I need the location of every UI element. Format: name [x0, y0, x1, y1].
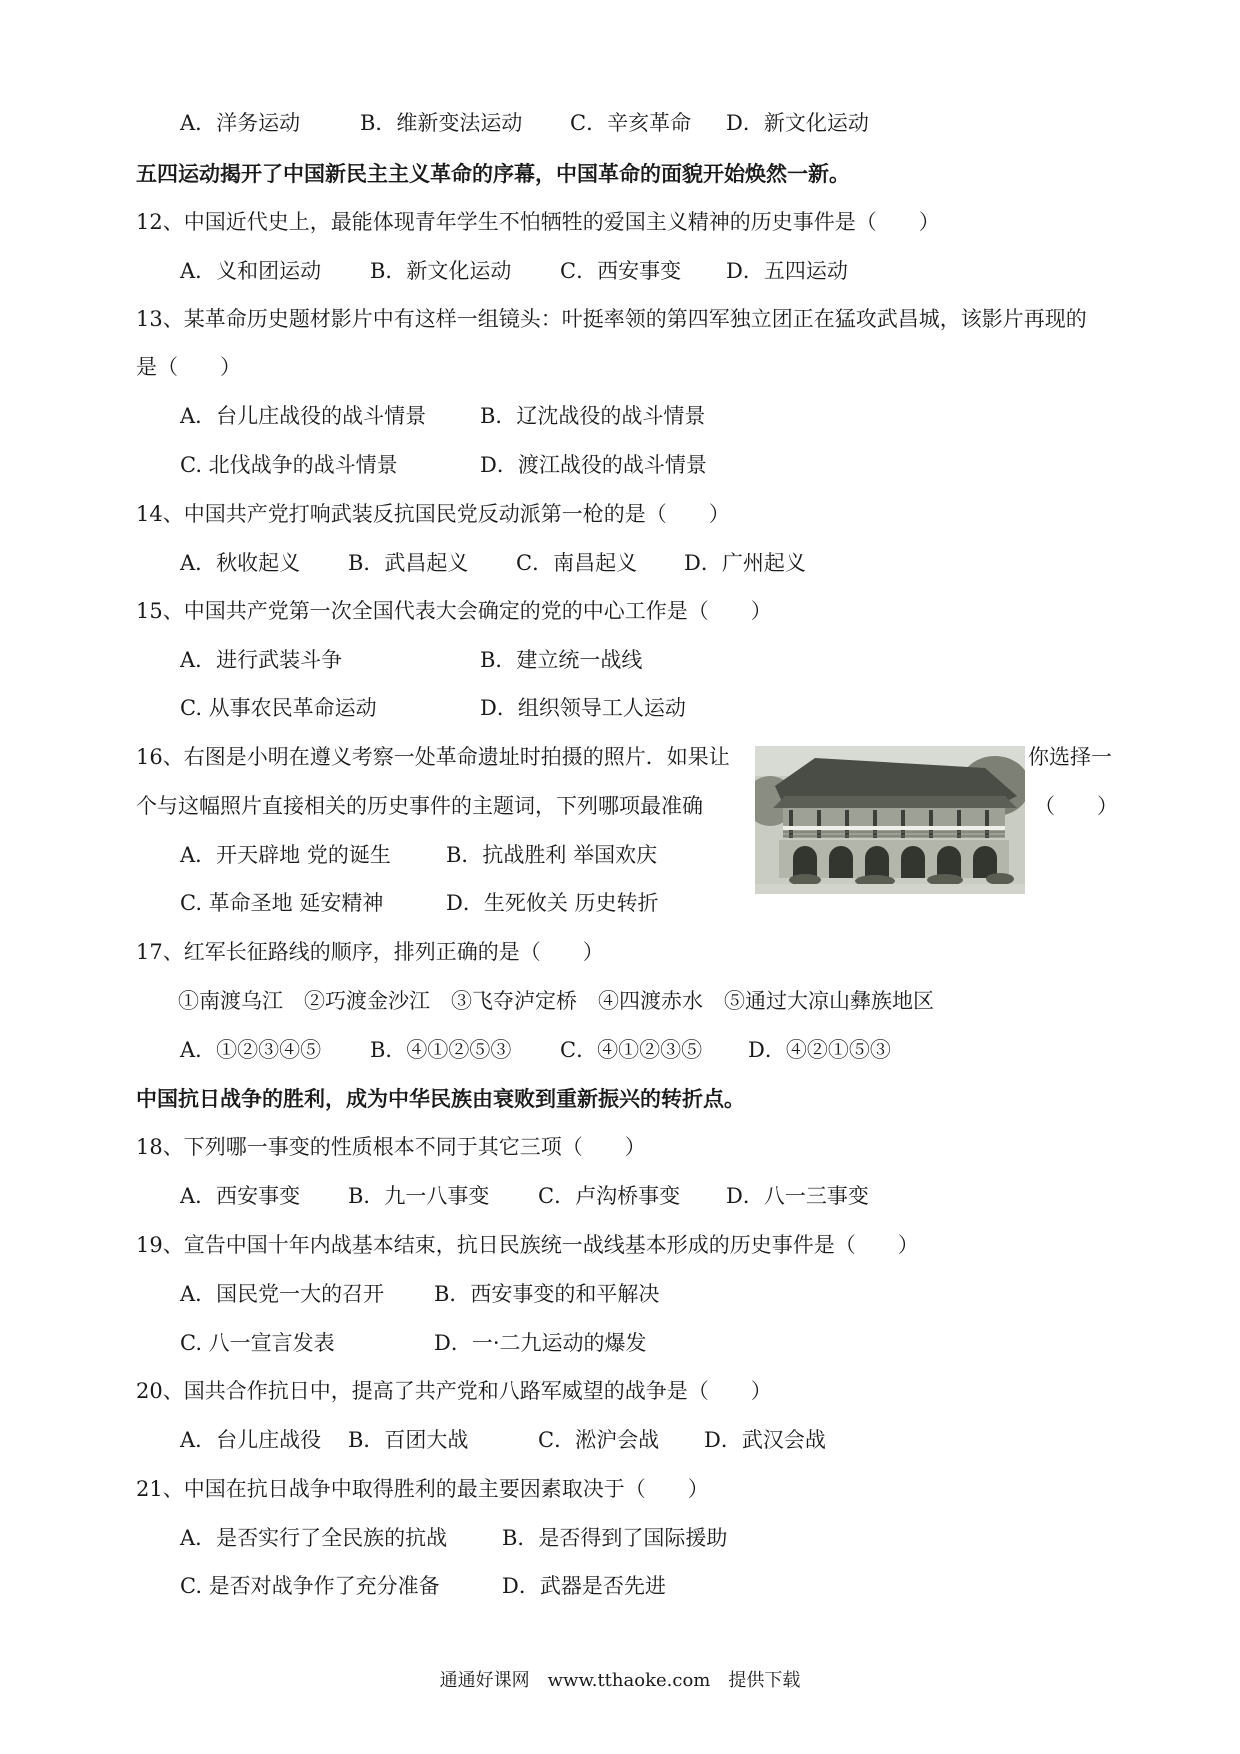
q13-option-b: B．辽沈战役的战斗情景 — [480, 404, 706, 428]
q16-option-a: A．开天辟地 党的诞生 — [180, 843, 391, 867]
q14-option-d: D．广州起义 — [684, 551, 806, 575]
q19-stem: 19、宣告中国十年内战基本结束，抗日民族统一战线基本形成的历史事件是（ ） — [136, 1233, 919, 1257]
q15-option-c: C. 从事农民革命运动 — [180, 696, 377, 720]
q16-stem-line2-right: （ ） — [1034, 794, 1118, 818]
q13-option-d: D．渡江战役的战斗情景 — [480, 453, 707, 477]
q14-option-a: A．秋收起义 — [180, 551, 301, 575]
q13-stem-line2: 是（ ） — [136, 355, 241, 379]
q17-route-items: ①南渡乌江 ②巧渡金沙江 ③飞夺泸定桥 ④四渡赤水 ⑤通过大凉山彝族地区 — [178, 989, 934, 1013]
q11-option-d: D．新文化运动 — [726, 111, 869, 135]
q14-stem: 14、中国共产党打响武装反抗国民党反动派第一枪的是（ ） — [136, 502, 730, 526]
q14-option-b: B．武昌起义 — [348, 551, 469, 575]
q11-option-a: A．洋务运动 — [180, 111, 301, 135]
q13-stem-line1: 13、某革命历史题材影片中有这样一组镜头：叶挺率领的第四军独立团正在猛攻武昌城，该影片再现的 — [136, 307, 1087, 331]
q12-option-b: B．新文化运动 — [370, 259, 512, 283]
q20-option-c: C．淞沪会战 — [538, 1428, 660, 1452]
q20-option-b: B．百团大战 — [348, 1428, 469, 1452]
q15-option-a: A．进行武装斗争 — [180, 648, 343, 672]
q17-option-d: D．④②①⑤③ — [748, 1038, 891, 1062]
q20-option-d: D．武汉会战 — [704, 1428, 826, 1452]
q16-option-b: B．抗战胜利 举国欢庆 — [446, 843, 658, 867]
q18-option-c: C．卢沟桥事变 — [538, 1184, 681, 1208]
q15-option-d: D．组织领导工人运动 — [480, 696, 686, 720]
q14-option-c: C．南昌起义 — [516, 551, 638, 575]
zunyi-site-photo — [755, 746, 1025, 894]
q19-option-d: D．一·二九运动的爆发 — [434, 1331, 647, 1355]
q13-option-a: A．台儿庄战役的战斗情景 — [180, 404, 427, 428]
q21-stem: 21、中国在抗日战争中取得胜利的最主要因素取决于（ ） — [136, 1477, 709, 1501]
q21-option-c: C. 是否对战争作了充分准备 — [180, 1574, 440, 1598]
q17-option-b: B．④①②⑤③ — [370, 1038, 512, 1062]
q17-option-a: A．①②③④⑤ — [180, 1038, 322, 1062]
q18-option-d: D．八一三事变 — [726, 1184, 869, 1208]
q16-option-d: D．生死攸关 历史转折 — [446, 891, 659, 915]
q19-option-b: B．西安事变的和平解决 — [434, 1282, 660, 1306]
page-footer: 通通好课网 www.tthaoke.com 提供下载 — [439, 1670, 801, 1691]
q19-option-a: A．国民党一大的召开 — [180, 1282, 385, 1306]
q11-option-b: B．维新变法运动 — [360, 111, 523, 135]
q15-stem: 15、中国共产党第一次全国代表大会确定的党的中心工作是（ ） — [136, 599, 772, 623]
q17-stem: 17、红军长征路线的顺序，排列正确的是（ ） — [136, 940, 604, 964]
q12-option-a: A．义和团运动 — [180, 259, 322, 283]
q16-stem-line1-left: 16、右图是小明在遵义考察一处革命遗址时拍摄的照片．如果让 — [136, 745, 730, 769]
q13-option-c: C. 北伐战争的战斗情景 — [180, 453, 398, 477]
q18-stem: 18、下列哪一事变的性质根本不同于其它三项（ ） — [136, 1135, 646, 1159]
q16-stem-line2-left: 个与这幅照片直接相关的历史事件的主题词，下列哪项最准确 — [136, 794, 703, 818]
q17-option-c: C．④①②③⑤ — [560, 1038, 703, 1062]
q20-stem: 20、国共合作抗日中，提高了共产党和八路军威望的战争是（ ） — [136, 1379, 772, 1403]
q21-option-b: B．是否得到了国际援助 — [502, 1526, 728, 1550]
q12-option-c: C．西安事变 — [560, 259, 682, 283]
q12-option-d: D．五四运动 — [726, 259, 848, 283]
q21-option-d: D．武器是否先进 — [502, 1574, 666, 1598]
q20-option-a: A．台儿庄战役 — [180, 1428, 322, 1452]
q18-option-b: B．九一八事变 — [348, 1184, 490, 1208]
q15-option-b: B．建立统一战线 — [480, 648, 643, 672]
q11-option-c: C．辛亥革命 — [570, 111, 692, 135]
q18-option-a: A．西安事变 — [180, 1184, 301, 1208]
section-heading-anti-japanese-war: 中国抗日战争的胜利，成为中华民族由衰败到重新振兴的转折点。 — [136, 1086, 745, 1111]
q21-option-a: A．是否实行了全民族的抗战 — [180, 1526, 448, 1550]
q19-option-c: C. 八一宣言发表 — [180, 1331, 335, 1355]
q16-stem-line1-right: 你选择一 — [1028, 745, 1112, 769]
section-heading-may-fourth: 五四运动揭开了中国新民主主义革命的序幕，中国革命的面貌开始焕然一新。 — [136, 161, 850, 186]
q12-stem: 12、中国近代史上，最能体现青年学生不怕牺牲的爱国主义精神的历史事件是（ ） — [136, 210, 940, 234]
q16-option-c: C. 革命圣地 延安精神 — [180, 891, 384, 915]
